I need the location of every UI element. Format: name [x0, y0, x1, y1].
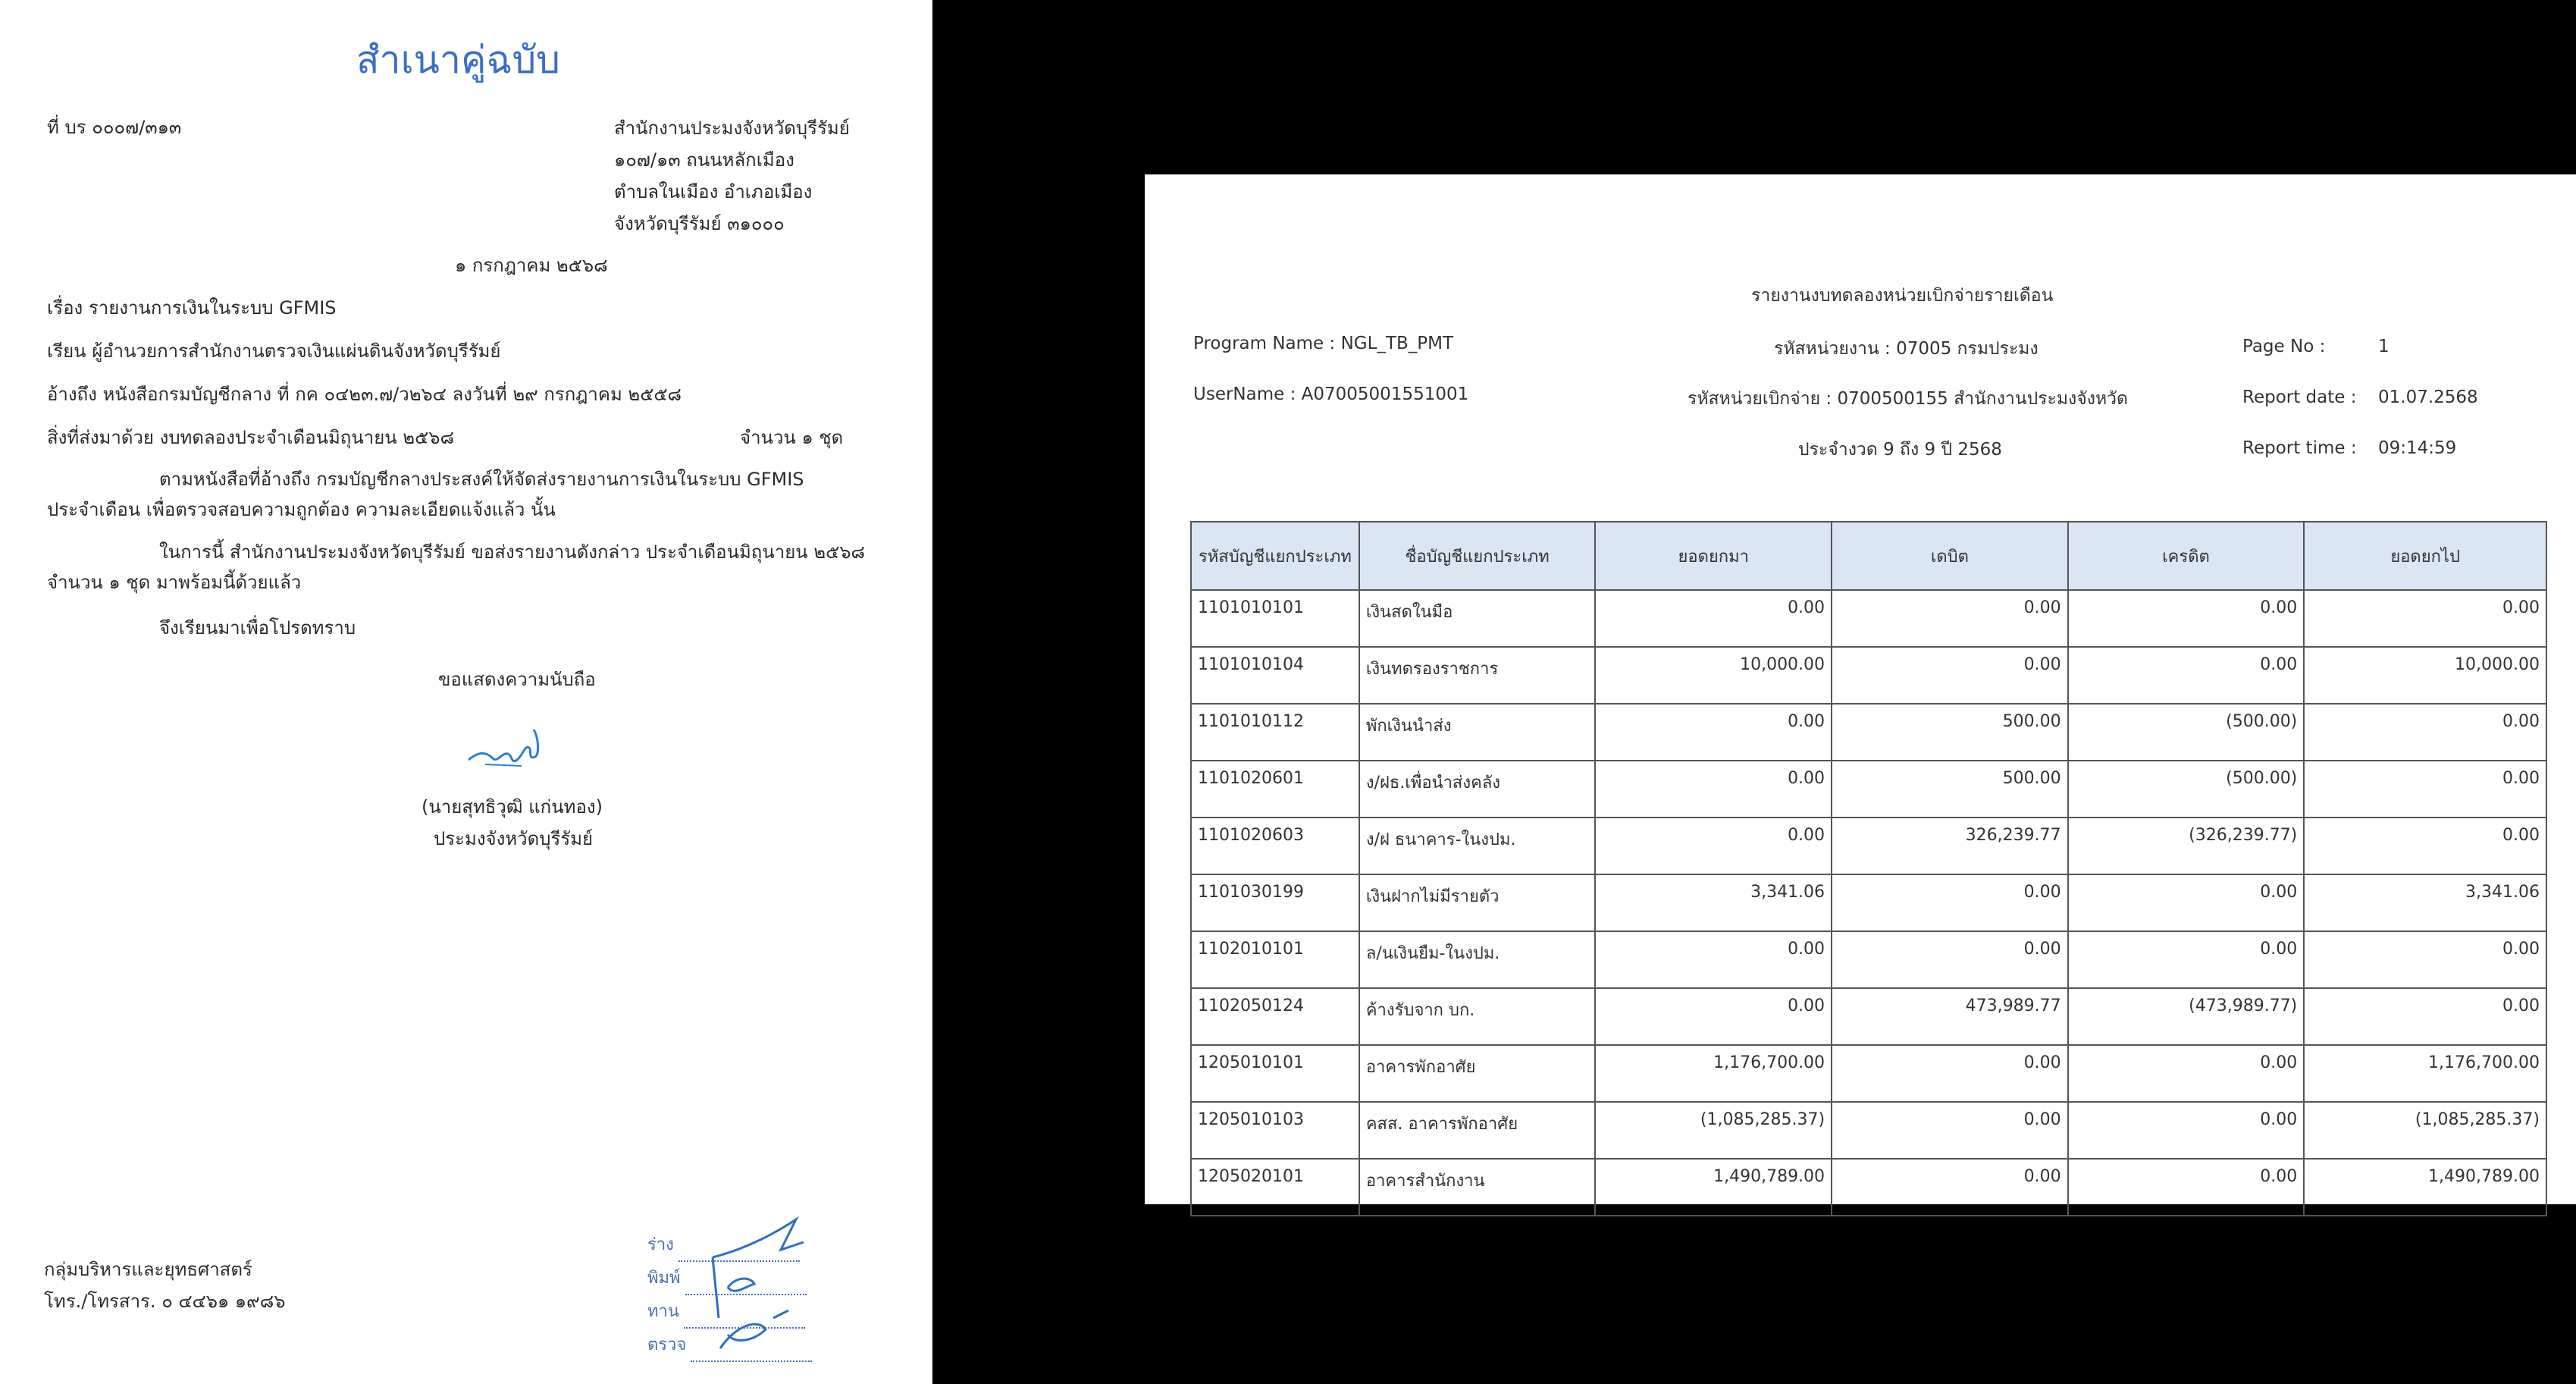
- credit-cell: (473,989.77): [2068, 988, 2305, 1045]
- carried-forward-cell: 1,176,700.00: [2304, 1045, 2546, 1102]
- signer-name: (นายสุทธิวุฒิ แก่นทอง): [421, 796, 603, 818]
- carried-forward-cell: 1,490,789.00: [2304, 1159, 2546, 1216]
- page-no-value: 1: [2378, 337, 2390, 356]
- paragraph-line: จำนวน ๑ ชุด มาพร้อมนี้ด้วยแล้ว: [47, 572, 302, 593]
- enclosure-quantity: จำนวน ๑ ชุด: [740, 427, 844, 448]
- credit-cell: 0.00: [2068, 647, 2305, 704]
- brought-forward-cell: 0.00: [1595, 761, 1832, 818]
- account-code-cell: 1101010112: [1191, 704, 1359, 761]
- carried-forward-cell: 0.00: [2304, 931, 2546, 988]
- carried-forward-cell: 0.00: [2304, 590, 2546, 647]
- account-code-cell: 1205010103: [1191, 1102, 1359, 1159]
- letter-date: ๑ กรกฎาคม ๒๕๖๘: [455, 255, 608, 276]
- address-line: สำนักงานประมงจังหวัดบุรีรัมย์: [614, 118, 850, 139]
- account-name-cell: ง/ฝ ธนาคาร-ในงปม.: [1359, 818, 1596, 874]
- page-no-label: Page No :: [2242, 337, 2326, 356]
- account-name-cell: เงินสดในมือ: [1359, 590, 1596, 647]
- report-title: รายงานงบทดลองหน่วยเบิกจ่ายรายเดือน: [1751, 286, 2054, 306]
- user-name: UserName : A07005001551001: [1193, 384, 1469, 404]
- carried-forward-cell: 10,000.00: [2304, 647, 2546, 704]
- paragraph-line: ในการนี้ สำนักงานประมงจังหวัดบุรีรัมย์ ขอส่งรายงานดังกล่าว ประจำเดือนมิถุนายน ๒๕๖๘: [159, 541, 866, 563]
- letter-paragraph-2: [47, 537, 873, 598]
- initial-label: พิมพ์: [647, 1269, 681, 1288]
- table-row: [1191, 1159, 2546, 1216]
- report-date-label: Report date :: [2242, 388, 2357, 407]
- credit-cell: 0.00: [2068, 1102, 2305, 1159]
- column-header: รหัสบัญชีแยกประเภท: [1191, 522, 1359, 590]
- carried-forward-cell: 0.00: [2304, 761, 2546, 818]
- complimentary-close: ขอแสดงความนับถือ: [438, 669, 596, 690]
- disbursing-unit: รหัสหน่วยเบิกจ่าย : 0700500155 สำนักงานประมงจังหวัด: [1688, 389, 2128, 409]
- trial-balance-table: [1190, 521, 2547, 1216]
- account-code-cell: 1102050124: [1191, 988, 1359, 1045]
- letter-recipient: เรียน ผู้อำนวยการสำนักงานตรวจเงินแผ่นดินจังหวัดบุรีรัมย์: [47, 341, 501, 362]
- carried-forward-cell: 0.00: [2304, 818, 2546, 874]
- table-row: [1191, 988, 2546, 1045]
- closing-line: จึงเรียนมาเพื่อโปรดทราบ: [159, 617, 356, 639]
- table-row: [1191, 704, 2546, 761]
- credit-cell: 0.00: [2068, 1159, 2305, 1216]
- program-name: Program Name : NGL_TB_PMT: [1193, 334, 1454, 353]
- debit-cell: 500.00: [1832, 704, 2068, 761]
- table-row: [1191, 818, 2546, 874]
- initial-label: ตรวจ: [647, 1335, 687, 1354]
- report-period: ประจำงวด 9 ถึง 9 ปี 2568: [1798, 440, 2002, 460]
- account-code-cell: 1101010101: [1191, 590, 1359, 647]
- brought-forward-cell: 0.00: [1595, 931, 1832, 988]
- column-header: ยอดยกมา: [1595, 522, 1832, 590]
- brought-forward-cell: 0.00: [1595, 818, 1832, 874]
- carried-forward-cell: 3,341.06: [2304, 874, 2546, 931]
- table-body: [1191, 590, 2546, 1216]
- account-name-cell: อาคารสำนักงาน: [1359, 1159, 1596, 1216]
- account-name-cell: คสส. อาคารพักอาศัย: [1359, 1102, 1596, 1159]
- credit-cell: (500.00): [2068, 704, 2305, 761]
- initial-marks: [682, 1204, 849, 1360]
- account-code-cell: 1101010104: [1191, 647, 1359, 704]
- account-name-cell: พักเงินนำส่ง: [1359, 704, 1596, 761]
- brought-forward-cell: 0.00: [1595, 988, 1832, 1045]
- carried-forward-cell: (1,085,285.37): [2304, 1102, 2546, 1159]
- table-row: [1191, 874, 2546, 931]
- account-code-cell: 1101030199: [1191, 874, 1359, 931]
- report-date-value: 01.07.2568: [2378, 388, 2478, 407]
- debit-cell: 0.00: [1832, 1102, 2068, 1159]
- account-name-cell: อาคารพักอาศัย: [1359, 1045, 1596, 1102]
- letter-ref-no: ที่ บร ๐๐๐๗/๓๑๓: [47, 117, 182, 138]
- letter-reference: อ้างถึง หนังสือกรมบัญชีกลาง ที่ กค ๐๔๒๓.๗/ว๒๖๔ ลงวันที่ ๒๙ กรกฎาคม ๒๕๕๘: [47, 384, 682, 405]
- address-line: ตำบลในเมือง อำเภอเมือง: [614, 181, 813, 202]
- report-time-label: Report time :: [2242, 438, 2357, 458]
- table-row: [1191, 1045, 2546, 1102]
- carried-forward-cell: 0.00: [2304, 988, 2546, 1045]
- column-header: เดบิต: [1832, 522, 2068, 590]
- debit-cell: 473,989.77: [1832, 988, 2068, 1045]
- sender-address: [614, 112, 850, 240]
- paragraph-line: ประจำเดือน เพื่อตรวจสอบความถูกต้อง ความละเอียดแจ้งแล้ว นั้น: [47, 499, 556, 520]
- report-page: [1145, 174, 2576, 1204]
- brought-forward-cell: (1,085,285.37): [1595, 1102, 1832, 1159]
- address-line: ๑๐๗/๑๓ ถนนหลักเมือง: [614, 149, 794, 171]
- debit-cell: 0.00: [1832, 647, 2068, 704]
- account-code-cell: 1205010101: [1191, 1045, 1359, 1102]
- department-name: กลุ่มบริหารและยุทธศาสตร์: [44, 1259, 252, 1280]
- account-code-cell: 1205020101: [1191, 1159, 1359, 1216]
- report-time-value: 09:14:59: [2378, 438, 2457, 458]
- credit-cell: 0.00: [2068, 1045, 2305, 1102]
- account-name-cell: ค้างรับจาก บก.: [1359, 988, 1596, 1045]
- debit-cell: 0.00: [1832, 1159, 2068, 1216]
- account-name-cell: เงินทดรองราชการ: [1359, 647, 1596, 704]
- brought-forward-cell: 3,341.06: [1595, 874, 1832, 931]
- phone-number: โทร./โทรสาร. ๐ ๔๔๖๑ ๑๙๘๖: [44, 1291, 286, 1312]
- debit-cell: 0.00: [1832, 874, 2068, 931]
- brought-forward-cell: 0.00: [1595, 590, 1832, 647]
- signer-position: ประมงจังหวัดบุรีรัมย์: [434, 828, 594, 849]
- table-row: [1191, 1102, 2546, 1159]
- column-header: ยอดยกไป: [2304, 522, 2546, 590]
- debit-cell: 500.00: [1832, 761, 2068, 818]
- letter-paragraph-1: [47, 464, 873, 525]
- credit-cell: 0.00: [2068, 590, 2305, 647]
- credit-cell: 0.00: [2068, 874, 2305, 931]
- account-name-cell: เงินฝากไม่มีรายตัว: [1359, 874, 1596, 931]
- initial-label: ร่าง: [647, 1235, 674, 1254]
- column-header: เครดิต: [2068, 522, 2305, 590]
- column-header: ชื่อบัญชีแยกประเภท: [1359, 522, 1596, 590]
- account-code-cell: 1101020603: [1191, 818, 1359, 874]
- initial-label: ทาน: [647, 1302, 679, 1321]
- account-code-cell: 1102010101: [1191, 931, 1359, 988]
- credit-cell: 0.00: [2068, 931, 2305, 988]
- carried-forward-cell: 0.00: [2304, 704, 2546, 761]
- credit-cell: (500.00): [2068, 761, 2305, 818]
- letter-title: สำเนาคู่ฉบับ: [356, 38, 560, 82]
- account-name-cell: ล/นเงินยืม-ในงปม.: [1359, 931, 1596, 988]
- brought-forward-cell: 1,176,700.00: [1595, 1045, 1832, 1102]
- letter-subject: เรื่อง รายงานการเงินในระบบ GFMIS: [47, 297, 337, 319]
- credit-cell: (326,239.77): [2068, 818, 2305, 874]
- letter-enclosure: สิ่งที่ส่งมาด้วย งบทดลองประจำเดือนมิถุนายน ๒๕๖๘: [47, 427, 455, 448]
- brought-forward-cell: 1,490,789.00: [1595, 1159, 1832, 1216]
- debit-cell: 0.00: [1832, 931, 2068, 988]
- brought-forward-cell: 10,000.00: [1595, 647, 1832, 704]
- debit-cell: 0.00: [1832, 1045, 2068, 1102]
- table-header-row: [1191, 522, 2546, 590]
- address-line: จังหวัดบุรีรัมย์ ๓๑๐๐๐: [614, 213, 785, 234]
- table-row: [1191, 647, 2546, 704]
- unit-code: รหัสหน่วยงาน : 07005 กรมประมง: [1774, 339, 2039, 359]
- account-code-cell: 1101020601: [1191, 761, 1359, 818]
- debit-cell: 326,239.77: [1832, 818, 2068, 874]
- table-row: [1191, 590, 2546, 647]
- brought-forward-cell: 0.00: [1595, 704, 1832, 761]
- handwritten-signature: [462, 722, 546, 780]
- letter-page: [0, 0, 932, 1384]
- table-row: [1191, 761, 2546, 818]
- account-name-cell: ง/ฝธ.เพื่อนำส่งคลัง: [1359, 761, 1596, 818]
- paragraph-line: ตามหนังสือที่อ้างถึง กรมบัญชีกลางประสงค์ให้จัดส่งรายงานการเงินในระบบ GFMIS: [159, 469, 804, 490]
- table-row: [1191, 931, 2546, 988]
- debit-cell: 0.00: [1832, 590, 2068, 647]
